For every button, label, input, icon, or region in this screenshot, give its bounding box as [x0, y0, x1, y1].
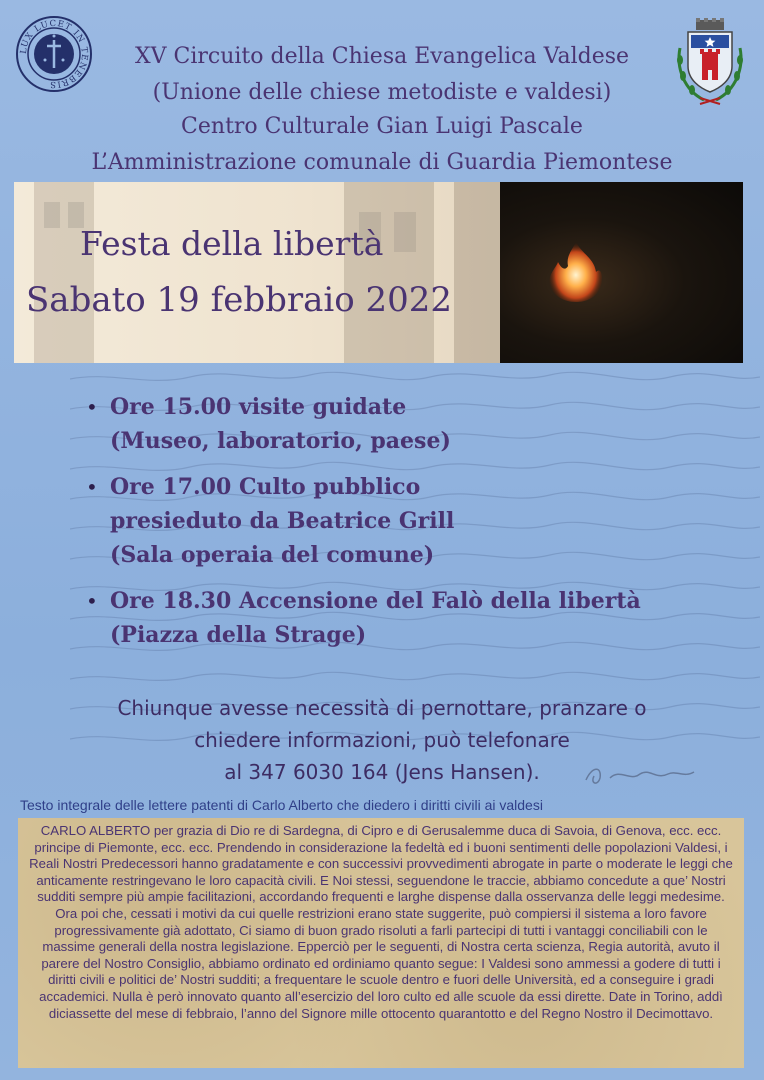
svg-text:LUX LUCET IN TENEBRIS: LUX LUCET IN TENEBRIS	[18, 18, 90, 90]
header-line-unione: (Unione delle chiese metodiste e valdesi)	[152, 80, 612, 105]
contact-line: Chiunque avesse necessità di pernottare, pranzare o	[117, 696, 647, 720]
event-title: Festa della libertà	[80, 224, 384, 263]
event-detail-line: presieduto da Beatrice Grill	[110, 508, 455, 534]
event-item	[86, 390, 746, 458]
event-schedule	[86, 390, 746, 664]
event-detail-line: (Piazza della Strage)	[110, 622, 367, 648]
banner-photo-street	[14, 182, 500, 363]
event-time-line: Ore 18.30 Accensione del Falò della libertà	[110, 588, 641, 614]
event-date: Sabato 19 febbraio 2022	[26, 280, 453, 320]
street-photo-overlay	[14, 182, 500, 363]
header-line-centro-culturale: Centro Culturale Gian Luigi Pascale	[181, 114, 583, 139]
letter-patent-text: CARLO ALBERTO per grazia di Dio re di Sardegna, di Cipro e di Gerusalemme duca di Savoia, di Genova, ecc. ecc. principe di Piemonte, ecc. ecc. Prendendo in considerazione la fedeltà ed i buoni sentimenti delle popolazioni Valdesi, i Reali Nostri Predecessori hanno gradatamente e con successivi provvedimenti abrogate in parte o moderate le leggi che anticamente restringevano le loro capacità civili. E Noi stessi, seguendone le traccie, abbiamo concedute a que’ Nostri sudditi sempre più ampie facilitazioni, accordando frequenti e larghe dispense dalla osservanza delle leggi medesime. Ora poi che, cessati i motivi da cui quelle restrizioni erano state suggerite, può compiersi il sistema a loro favore progressivamente già adottato, Ci siamo di buon grado risoluti a farli partecipi di tutti i vantaggi conciliabili con le massime generali della nostra legislazione. Epperciò per le seguenti, di Nostra certa scienza, Regia autorità, avuto il parere del Nostro Consiglio, abbiamo ordinato ed ordiniamo quanto segue: I Valdesi sono ammessi a godere di tutti i diritti civili e politici de’ Nostri sudditi; a frequentare le scuole dentro e fuori delle Università, ed a conseguire i gradi accademici. Nulla è però innovato quanto all’esercizio del loro culto ed alle scuole da essi dirette. Date in Torino, addì diciassette del mese di febbraio, l’anno del Signore mille ottocento quarantotto e del Regno Nostro il Decimottavo.	[29, 823, 733, 1021]
event-item	[86, 584, 746, 652]
bullet-icon: •	[86, 475, 98, 499]
event-time-line: Ore 15.00 visite guidate	[110, 394, 407, 420]
header-line-amministrazione: L’Amministrazione comunale di Guardia Piemontese	[91, 150, 673, 175]
signature-mark	[580, 760, 700, 790]
contact-line: chiedere informazioni, può telefonare	[194, 728, 570, 752]
letter-patent-text-box	[18, 818, 744, 1068]
letter-caption: Testo integrale delle lettere patenti di Carlo Alberto che diedero i diritti civili ai valdesi	[20, 797, 543, 813]
event-item	[86, 470, 746, 572]
event-detail-line: (Sala operaia del comune)	[110, 542, 435, 568]
bonfire-icon	[546, 240, 606, 302]
bullet-icon: •	[86, 589, 98, 613]
contact-phone: al 347 6030 164 (Jens Hansen).	[224, 760, 540, 784]
banner-photo-fire	[500, 182, 743, 363]
header-line-circuito: XV Circuito della Chiesa Evangelica Valdese	[134, 44, 630, 69]
title-banner	[14, 182, 743, 363]
event-time-line: Ore 17.00 Culto pubblico	[110, 474, 421, 500]
event-detail-line: (Museo, laboratorio, paese)	[110, 428, 451, 454]
bullet-icon: •	[86, 395, 98, 419]
